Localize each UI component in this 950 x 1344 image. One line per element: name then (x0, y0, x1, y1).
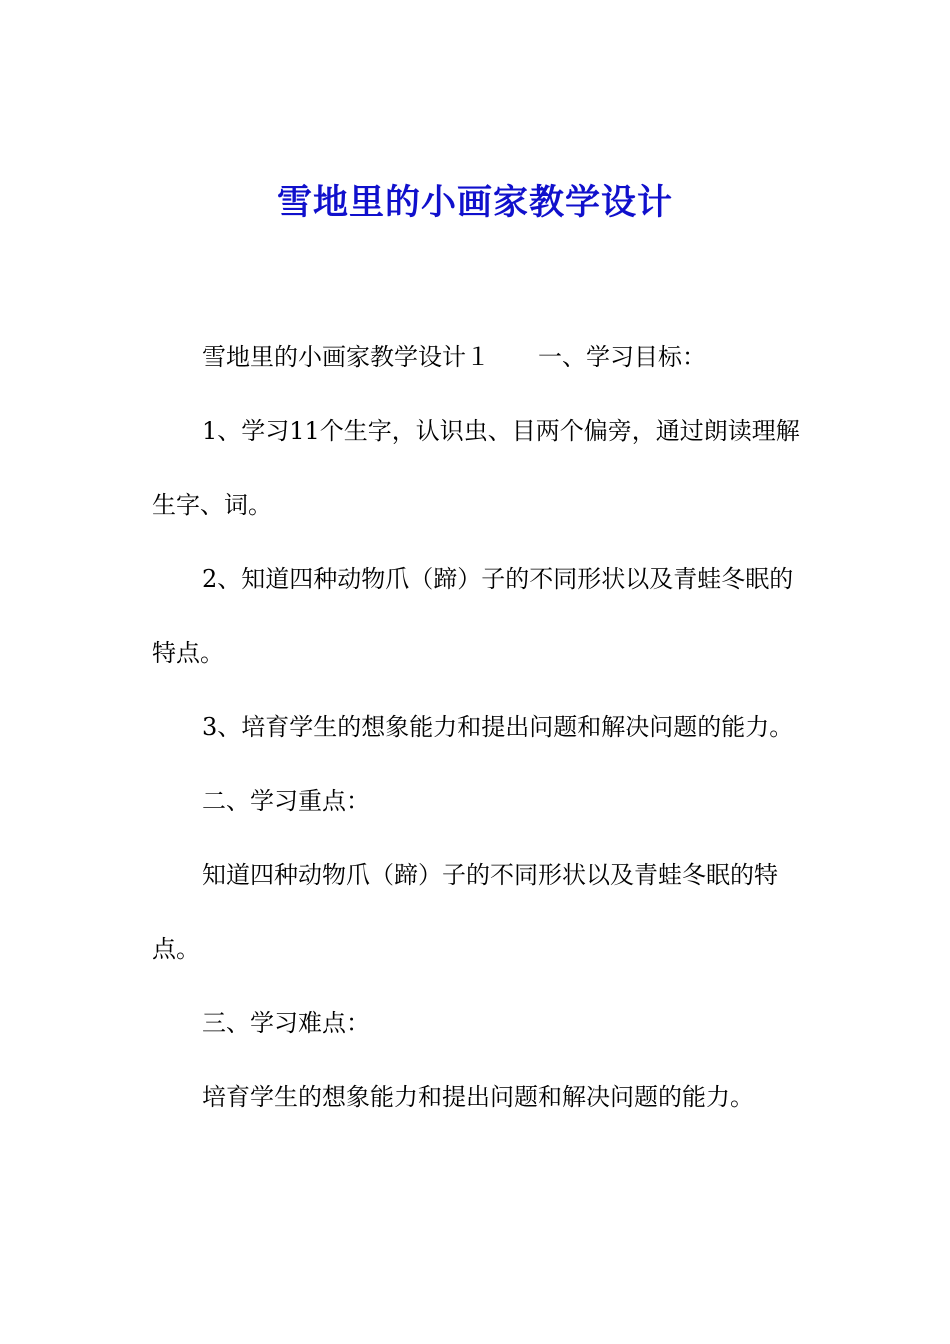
paragraph-goal-1: 1、学习11个生字，认识虫、目两个偏旁，通过朗读理解生字、词。 (152, 417, 800, 519)
paragraph-goal-2: 2、知道四种动物爪（蹄）子的不同形状以及青蛙冬眠的特点。 (152, 565, 794, 667)
section-heading-key-points: 二、学习重点： (202, 787, 370, 815)
section-heading-goals: 一、学习目标： (538, 343, 706, 371)
section-heading-difficulties: 三、学习难点： (202, 1009, 370, 1037)
paragraph-intro (152, 320, 812, 394)
document-body (152, 320, 812, 1134)
paragraph-goal-3: 3、培育学生的想象能力和提出问题和解决问题的能力。 (202, 713, 794, 741)
document-title: 雪地里的小画家教学设计 (276, 182, 673, 223)
paragraph-difficulties: 培育学生的想象能力和提出问题和解决问题的能力。 (202, 1083, 754, 1111)
lesson-heading: 雪地里的小画家教学设计１ (202, 343, 490, 371)
paragraph-key-points: 知道四种动物爪（蹄）子的不同形状以及青蛙冬眠的特点。 (152, 861, 778, 963)
